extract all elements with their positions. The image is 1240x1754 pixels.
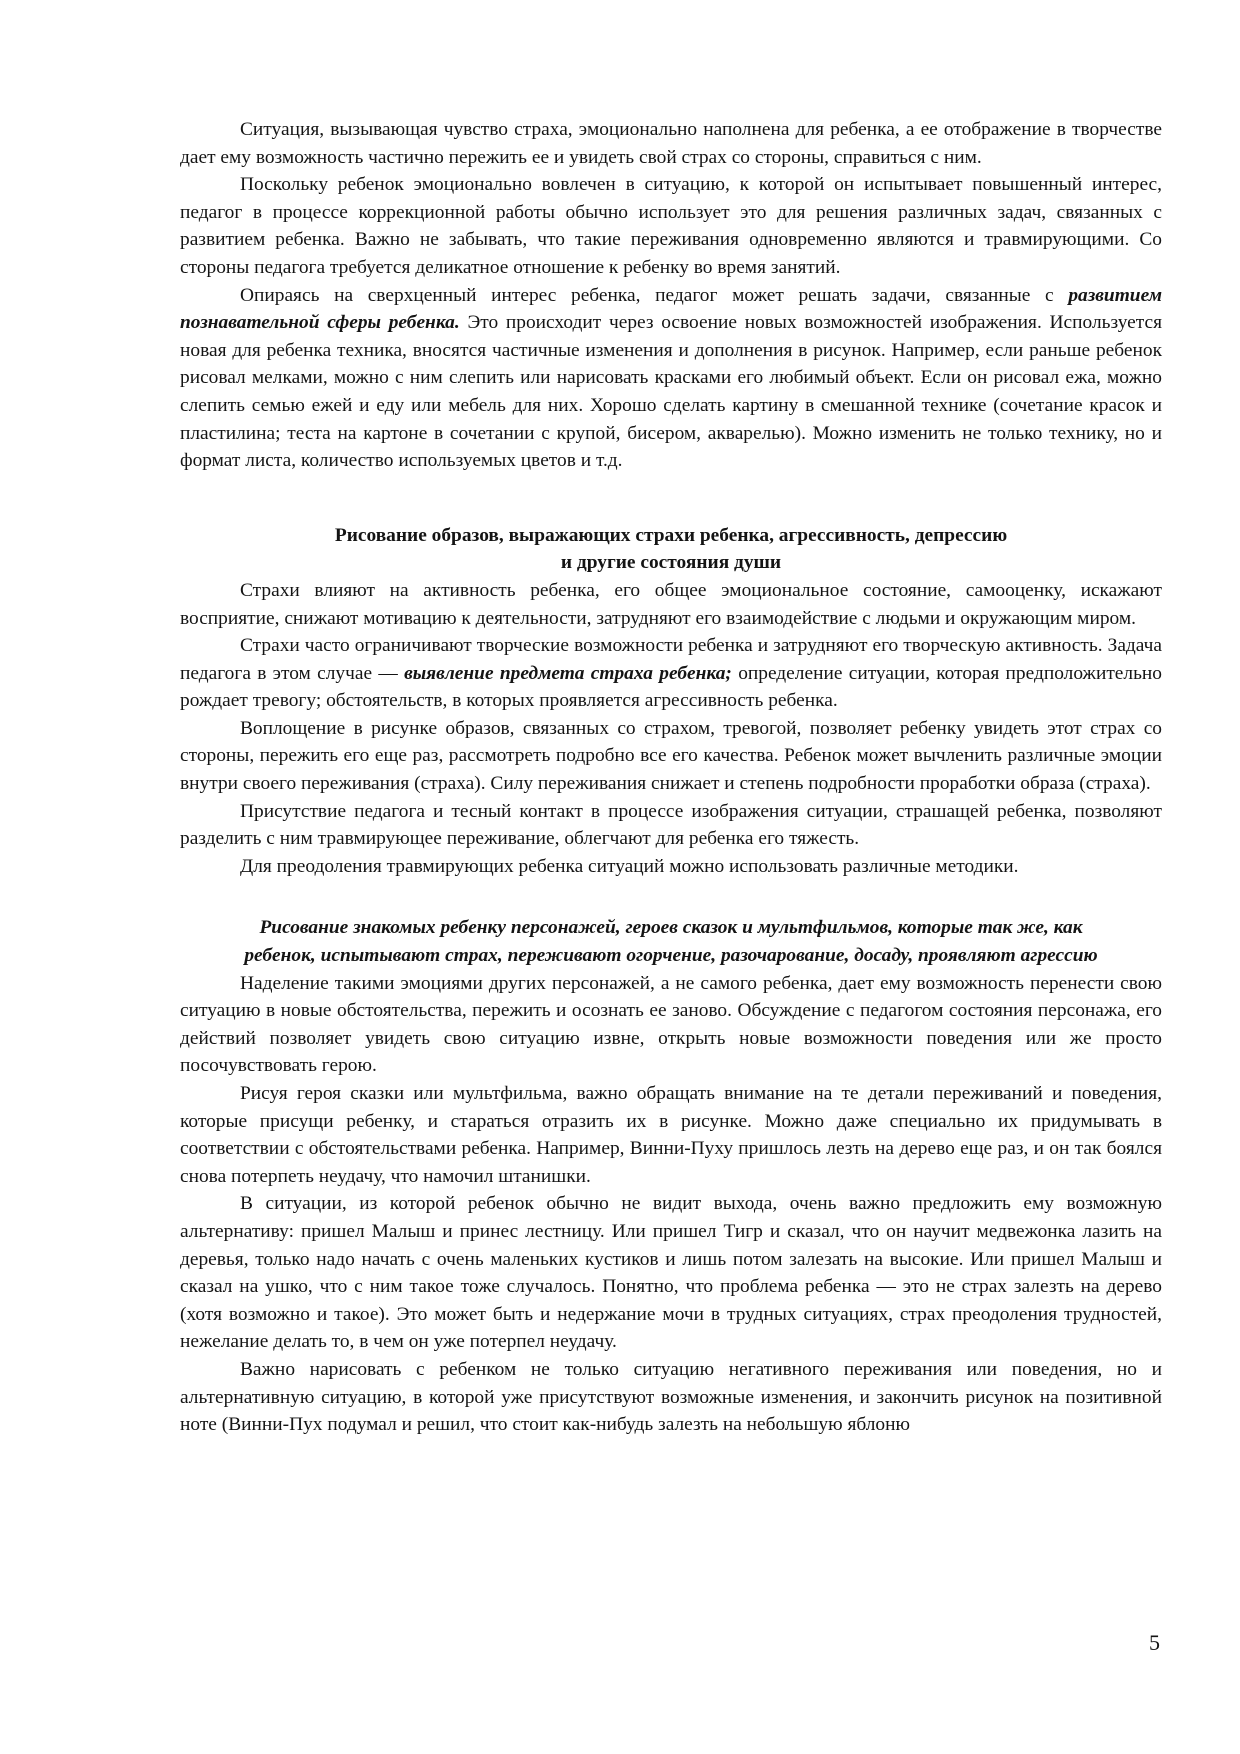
paragraph: Страхи влияют на активность ребенка, его общее эмоциональное состояние, самооценку, искажают восприятие, снижают мотивацию к деятельности, затрудняют его взаимодействие с людьми и окружающим миром. — [180, 579, 1162, 629]
paragraph: В ситуации, из которой ребенок обычно не видит выхода, очень важно предложить ему возможную альтернативу: пришел Малыш и принес лестницу. Или пришел Тигр и сказал, что он научит медвежонка лазить на деревья, только надо начать с очень маленьких кустиков и лишь потом залезать на высокие. Или пришел Малыш и сказал на ушко, что с ним такое тоже случалось. Понятно, что проблема ребенка — это не страх залезть на дерево (хотя возможно и такое). Это может быть и недержание мочи в трудных ситуациях, страх преодоления трудностей, нежелание делать то, в чем он уже потерпел неудачу. — [180, 1193, 1162, 1353]
paragraph: Поскольку ребенок эмоционально вовлечен в ситуацию, к которой он испытывает повышенный интерес, педагог в процессе коррекционной работы обычно использует это для решения различных задач, связанных с развитием ребенка. Важно не забывать, что такие переживания одновременно являются и травмирующими. Со стороны педагога требуется деликатное отношение к ребенку во время занятий. — [180, 174, 1162, 278]
paragraph-text: определение ситуации, которая предположительно рождает тревогу; обстоятельств, в которых проявляется агрессивность ребенка. — [180, 662, 1162, 712]
heading-line: Рисование знакомых ребенку персонажей, героев сказок и мультфильмов, которые так же, как — [259, 917, 1083, 939]
section-heading — [180, 522, 1162, 577]
paragraph: Воплощение в рисунке образов, связанных со страхом, тревогой, позволяет ребенку увидеть этот страх со стороны, пережить его еще раз, рассмотреть подробно все его качества. Ребенок может вычленить различные эмоции внутри своего переживания (страха). Силу переживания снижает и степень подробности проработки образа (страха). — [180, 717, 1162, 795]
heading-line: и другие состояния души — [560, 552, 782, 574]
paragraph — [180, 632, 1162, 715]
paragraph-text: Это происходит через освоение новых возможностей изображения. Используется новая для ребенка техника, вносятся частичные изменения и дополнения в рисунок. Например, если раньше ребенок рисовал мелками, можно с ним слепить или нарисовать красками его любимый объект. Если он рисовал ежа, можно слепить семью ежей и еду или мебель для них. Хорошо сделать картину в смешанной технике (сочетание красок и пластилина; теста на картоне в сочетании с крупой, бисером, акварелью). Можно изменить не только технику, но и формат листа, количество используемых цветов и т.д. — [180, 312, 1163, 472]
paragraph: Ситуация, вызывающая чувство страха, эмоционально наполнена для ребенка, а ее отображение в творчестве дает ему возможность частично пережить ее и увидеть свой страх со стороны, справиться с ним. — [180, 119, 1162, 168]
spacer — [180, 880, 1162, 914]
paragraph-text: Страхи часто ограничивают творческие возможности ребенка и затрудняют его творческую активность. Задача педагога в этом случае — — [180, 635, 1162, 684]
paragraph-text: Опираясь на сверхценный интерес ребенка, педагог может решать задачи, связанные с — [240, 284, 1069, 306]
paragraph: Присутствие педагога и тесный контакт в процессе изображения ситуации, страшащей ребенка, позволяют разделить с ним травмирующее переживание, облегчают для ребенка его тяжесть. — [180, 800, 1162, 850]
page-number: 5 — [1149, 1630, 1160, 1655]
spacer — [180, 475, 1162, 522]
paragraph: Наделение такими эмоциями других персонажей, а не самого ребенка, дает ему возможность перенести свою ситуацию в новые обстоятельства, пережить и осознать ее заново. Обсуждение с педагогом состояния персонажа, его действий позволяет увидеть свою ситуацию извне, открыть новые возможности поведения или же просто посочувствовать герою. — [180, 972, 1162, 1077]
emphasis-text: выявление предмета страха ребенка; — [404, 662, 732, 684]
subsection-heading — [180, 914, 1162, 969]
paragraph: Рисуя героя сказки или мультфильма, важно обращать внимание на те детали переживаний и поведения, которые присущи ребенку, и стараться отразить их в рисунке. Можно даже специально их придумывать в соответствии с обстоятельствами ребенка. Например, Винни-Пуху пришлось лезть на дерево еще раз, и он так боялся снова потерпеть неудачу, что намочил штанишки. — [180, 1083, 1162, 1187]
heading-line: ребенок, испытывают страх, переживают огорчение, разочарование, досаду, проявляют агрессию — [244, 945, 1098, 967]
page-content — [180, 116, 1162, 1439]
paragraph: Для преодоления травмирующих ребенка ситуаций можно использовать различные методики. — [240, 855, 1019, 877]
paragraph — [180, 282, 1162, 475]
emphasis-text: развитием познавательной сферы ребенка. — [180, 284, 1162, 334]
paragraph: Важно нарисовать с ребенком не только ситуацию негативного переживания или поведения, но и альтернативную ситуацию, в которой уже присутствуют возможные изменения, и закончить рисунок на позитивной ноте (Винни-Пух подумал и решил, что стоит как-нибудь залезть на небольшую яблоню — [180, 1358, 1162, 1436]
heading-line: Рисование образов, выражающих страхи ребенка, агрессивность, депрессию — [334, 524, 1008, 546]
